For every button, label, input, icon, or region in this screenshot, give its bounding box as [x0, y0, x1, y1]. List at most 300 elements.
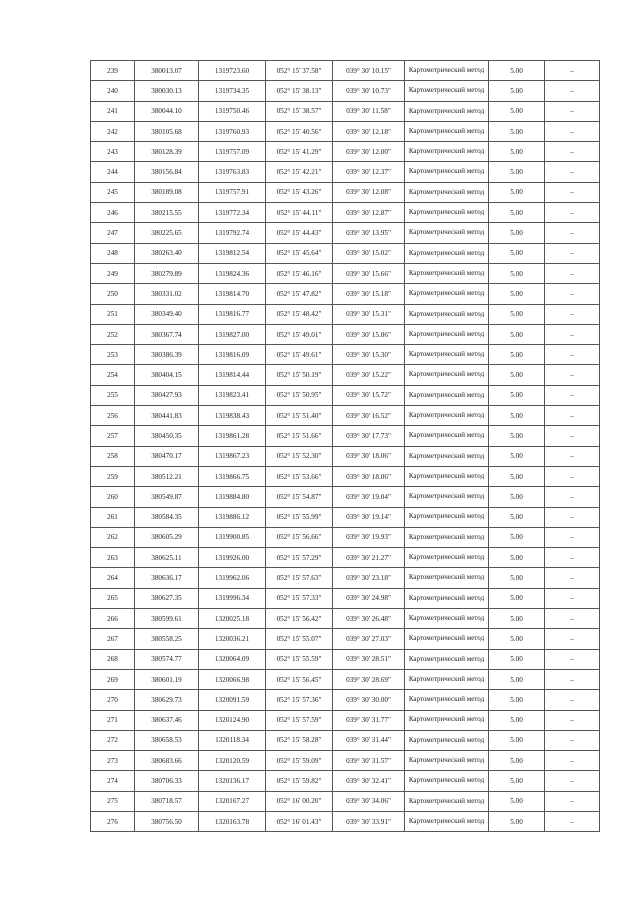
longitude-cell: 039° 30' 10.73"	[333, 81, 405, 101]
point-number-cell: 258	[91, 446, 135, 466]
y-coordinate-cell: 1319816.09	[199, 345, 266, 365]
y-coordinate-cell: 1319757.91	[199, 182, 266, 202]
description-cell: –	[545, 406, 600, 426]
accuracy-cell: 5.00	[489, 304, 545, 324]
point-number-cell: 264	[91, 568, 135, 588]
table-row	[91, 81, 600, 101]
latitude-cell: 052° 15' 52.30"	[266, 446, 333, 466]
longitude-cell: 039° 30' 12.00"	[333, 142, 405, 162]
x-coordinate-cell: 380450.35	[135, 426, 199, 446]
x-coordinate-cell: 380279.89	[135, 263, 199, 283]
method-cell: Картометрический метод	[405, 162, 489, 182]
longitude-cell: 039° 30' 24.98"	[333, 588, 405, 608]
point-number-cell: 247	[91, 223, 135, 243]
description-cell: –	[545, 101, 600, 121]
latitude-cell: 052° 15' 38.57"	[266, 101, 333, 121]
method-cell: Картометрический метод	[405, 61, 489, 81]
latitude-cell: 052° 15' 57.29"	[266, 548, 333, 568]
method-cell: Картометрический метод	[405, 730, 489, 750]
point-number-cell: 253	[91, 345, 135, 365]
method-cell: Картометрический метод	[405, 365, 489, 385]
x-coordinate-cell: 380574.77	[135, 649, 199, 669]
method-cell: Картометрический метод	[405, 243, 489, 263]
point-number-cell: 275	[91, 791, 135, 811]
latitude-cell: 052° 15' 55.99"	[266, 507, 333, 527]
y-coordinate-cell: 1319926.00	[199, 548, 266, 568]
description-cell: –	[545, 548, 600, 568]
longitude-cell: 039° 30' 19.04"	[333, 487, 405, 507]
table-row	[91, 751, 600, 771]
table-row	[91, 507, 600, 527]
latitude-cell: 052° 15' 57.63"	[266, 568, 333, 588]
table-row	[91, 142, 600, 162]
longitude-cell: 039° 30' 28.51"	[333, 649, 405, 669]
description-cell: –	[545, 568, 600, 588]
point-number-cell: 249	[91, 263, 135, 283]
x-coordinate-cell: 380367.74	[135, 324, 199, 344]
latitude-cell: 052° 15' 38.13"	[266, 81, 333, 101]
longitude-cell: 039° 30' 26.48"	[333, 609, 405, 629]
accuracy-cell: 5.00	[489, 568, 545, 588]
accuracy-cell: 5.00	[489, 751, 545, 771]
description-cell: –	[545, 284, 600, 304]
latitude-cell: 052° 15' 43.26"	[266, 182, 333, 202]
table-row	[91, 203, 600, 223]
x-coordinate-cell: 380263.40	[135, 243, 199, 263]
description-cell: –	[545, 609, 600, 629]
point-number-cell: 271	[91, 710, 135, 730]
table-row	[91, 121, 600, 141]
longitude-cell: 039° 30' 31.44"	[333, 730, 405, 750]
y-coordinate-cell: 1319824.36	[199, 263, 266, 283]
longitude-cell: 039° 30' 12.87"	[333, 203, 405, 223]
latitude-cell: 052° 15' 56.42"	[266, 609, 333, 629]
description-cell: –	[545, 203, 600, 223]
longitude-cell: 039° 30' 15.31"	[333, 304, 405, 324]
table-row	[91, 345, 600, 365]
description-cell: –	[545, 446, 600, 466]
y-coordinate-cell: 1319823.41	[199, 385, 266, 405]
description-cell: –	[545, 324, 600, 344]
y-coordinate-cell: 1319760.93	[199, 121, 266, 141]
point-number-cell: 268	[91, 649, 135, 669]
accuracy-cell: 5.00	[489, 548, 545, 568]
table-row	[91, 101, 600, 121]
point-number-cell: 256	[91, 406, 135, 426]
x-coordinate-cell: 380625.11	[135, 548, 199, 568]
longitude-cell: 039° 30' 15.18"	[333, 284, 405, 304]
description-cell: –	[545, 669, 600, 689]
table-row	[91, 284, 600, 304]
accuracy-cell: 5.00	[489, 121, 545, 141]
description-cell: –	[545, 304, 600, 324]
y-coordinate-cell: 1319886.12	[199, 507, 266, 527]
y-coordinate-cell: 1320066.98	[199, 669, 266, 689]
latitude-cell: 052° 15' 55.59"	[266, 649, 333, 669]
coordinates-table	[90, 60, 600, 832]
point-number-cell: 241	[91, 101, 135, 121]
method-cell: Картометрический метод	[405, 568, 489, 588]
method-cell: Картометрический метод	[405, 304, 489, 324]
x-coordinate-cell: 380756.50	[135, 811, 199, 831]
point-number-cell: 254	[91, 365, 135, 385]
longitude-cell: 039° 30' 13.95"	[333, 223, 405, 243]
y-coordinate-cell: 1320036.21	[199, 629, 266, 649]
longitude-cell: 039° 30' 31.77"	[333, 710, 405, 730]
y-coordinate-cell: 1319996.34	[199, 588, 266, 608]
x-coordinate-cell: 380636.17	[135, 568, 199, 588]
point-number-cell: 251	[91, 304, 135, 324]
y-coordinate-cell: 1319723.60	[199, 61, 266, 81]
latitude-cell: 052° 15' 41.29"	[266, 142, 333, 162]
table-row	[91, 61, 600, 81]
latitude-cell: 052° 15' 57.36"	[266, 690, 333, 710]
method-cell: Картометрический метод	[405, 690, 489, 710]
x-coordinate-cell: 380441.83	[135, 406, 199, 426]
description-cell: –	[545, 162, 600, 182]
table-row	[91, 791, 600, 811]
accuracy-cell: 5.00	[489, 710, 545, 730]
point-number-cell: 240	[91, 81, 135, 101]
y-coordinate-cell: 1319962.06	[199, 568, 266, 588]
longitude-cell: 039° 30' 31.57"	[333, 751, 405, 771]
table-row	[91, 182, 600, 202]
y-coordinate-cell: 1319884.80	[199, 487, 266, 507]
point-number-cell: 273	[91, 751, 135, 771]
description-cell: –	[545, 730, 600, 750]
method-cell: Картометрический метод	[405, 182, 489, 202]
description-cell: –	[545, 507, 600, 527]
method-cell: Картометрический метод	[405, 203, 489, 223]
x-coordinate-cell: 380215.55	[135, 203, 199, 223]
description-cell: –	[545, 426, 600, 446]
table-row	[91, 649, 600, 669]
latitude-cell: 052° 15' 57.59"	[266, 710, 333, 730]
y-coordinate-cell: 1319812.54	[199, 243, 266, 263]
description-cell: –	[545, 710, 600, 730]
description-cell: –	[545, 588, 600, 608]
x-coordinate-cell: 380629.73	[135, 690, 199, 710]
table-row	[91, 426, 600, 446]
description-cell: –	[545, 142, 600, 162]
method-cell: Картометрический метод	[405, 527, 489, 547]
latitude-cell: 052° 15' 45.64"	[266, 243, 333, 263]
x-coordinate-cell: 380584.35	[135, 507, 199, 527]
table-row	[91, 690, 600, 710]
point-number-cell: 270	[91, 690, 135, 710]
accuracy-cell: 5.00	[489, 527, 545, 547]
longitude-cell: 039° 30' 19.93"	[333, 527, 405, 547]
y-coordinate-cell: 1320064.09	[199, 649, 266, 669]
y-coordinate-cell: 1319772.34	[199, 203, 266, 223]
x-coordinate-cell: 380470.17	[135, 446, 199, 466]
y-coordinate-cell: 1319734.35	[199, 81, 266, 101]
longitude-cell: 039° 30' 15.72"	[333, 385, 405, 405]
latitude-cell: 052° 15' 42.21"	[266, 162, 333, 182]
longitude-cell: 039° 30' 15.02"	[333, 243, 405, 263]
accuracy-cell: 5.00	[489, 324, 545, 344]
method-cell: Картометрический метод	[405, 751, 489, 771]
y-coordinate-cell: 1320136.17	[199, 771, 266, 791]
x-coordinate-cell: 380512.21	[135, 466, 199, 486]
x-coordinate-cell: 380427.93	[135, 385, 199, 405]
method-cell: Картометрический метод	[405, 142, 489, 162]
y-coordinate-cell: 1319861.28	[199, 426, 266, 446]
longitude-cell: 039° 30' 12.18"	[333, 121, 405, 141]
x-coordinate-cell: 380601.19	[135, 669, 199, 689]
accuracy-cell: 5.00	[489, 81, 545, 101]
table-row	[91, 811, 600, 831]
longitude-cell: 039° 30' 15.22"	[333, 365, 405, 385]
table-row	[91, 609, 600, 629]
latitude-cell: 052° 15' 44.11"	[266, 203, 333, 223]
point-number-cell: 274	[91, 771, 135, 791]
longitude-cell: 039° 30' 18.06"	[333, 466, 405, 486]
method-cell: Картометрический метод	[405, 426, 489, 446]
longitude-cell: 039° 30' 34.06"	[333, 791, 405, 811]
y-coordinate-cell: 1319866.75	[199, 466, 266, 486]
point-number-cell: 248	[91, 243, 135, 263]
point-number-cell: 266	[91, 609, 135, 629]
method-cell: Картометрический метод	[405, 548, 489, 568]
x-coordinate-cell: 380549.87	[135, 487, 199, 507]
latitude-cell: 052° 15' 54.87"	[266, 487, 333, 507]
y-coordinate-cell: 1319867.23	[199, 446, 266, 466]
accuracy-cell: 5.00	[489, 690, 545, 710]
latitude-cell: 052° 15' 49.01"	[266, 324, 333, 344]
y-coordinate-cell: 1320124.90	[199, 710, 266, 730]
table-row	[91, 385, 600, 405]
method-cell: Картометрический метод	[405, 324, 489, 344]
point-number-cell: 276	[91, 811, 135, 831]
latitude-cell: 052° 15' 49.61"	[266, 345, 333, 365]
y-coordinate-cell: 1320163.78	[199, 811, 266, 831]
table-row	[91, 406, 600, 426]
latitude-cell: 052° 16' 00.20"	[266, 791, 333, 811]
point-number-cell: 262	[91, 527, 135, 547]
description-cell: –	[545, 466, 600, 486]
table-row	[91, 446, 600, 466]
description-cell: –	[545, 365, 600, 385]
table-row	[91, 263, 600, 283]
accuracy-cell: 5.00	[489, 365, 545, 385]
y-coordinate-cell: 1320091.59	[199, 690, 266, 710]
latitude-cell: 052° 15' 53.66"	[266, 466, 333, 486]
y-coordinate-cell: 1319816.77	[199, 304, 266, 324]
longitude-cell: 039° 30' 16.52"	[333, 406, 405, 426]
longitude-cell: 039° 30' 15.30"	[333, 345, 405, 365]
x-coordinate-cell: 380404.15	[135, 365, 199, 385]
point-number-cell: 252	[91, 324, 135, 344]
latitude-cell: 052° 15' 56.45"	[266, 669, 333, 689]
y-coordinate-cell: 1319750.46	[199, 101, 266, 121]
x-coordinate-cell: 380331.02	[135, 284, 199, 304]
y-coordinate-cell: 1319792.74	[199, 223, 266, 243]
latitude-cell: 052° 15' 46.16"	[266, 263, 333, 283]
point-number-cell: 261	[91, 507, 135, 527]
accuracy-cell: 5.00	[489, 142, 545, 162]
method-cell: Картометрический метод	[405, 81, 489, 101]
accuracy-cell: 5.00	[489, 669, 545, 689]
y-coordinate-cell: 1319763.83	[199, 162, 266, 182]
table-row	[91, 304, 600, 324]
method-cell: Картометрический метод	[405, 466, 489, 486]
method-cell: Картометрический метод	[405, 263, 489, 283]
accuracy-cell: 5.00	[489, 771, 545, 791]
longitude-cell: 039° 30' 21.27"	[333, 548, 405, 568]
table-row	[91, 771, 600, 791]
longitude-cell: 039° 30' 15.66"	[333, 263, 405, 283]
method-cell: Картометрический метод	[405, 284, 489, 304]
table-row	[91, 629, 600, 649]
longitude-cell: 039° 30' 32.41"	[333, 771, 405, 791]
table-row	[91, 243, 600, 263]
method-cell: Картометрический метод	[405, 385, 489, 405]
table-row	[91, 466, 600, 486]
latitude-cell: 052° 15' 44.43"	[266, 223, 333, 243]
latitude-cell: 052° 15' 56.66"	[266, 527, 333, 547]
method-cell: Картометрический метод	[405, 406, 489, 426]
longitude-cell: 039° 30' 15.86"	[333, 324, 405, 344]
accuracy-cell: 5.00	[489, 61, 545, 81]
x-coordinate-cell: 380658.53	[135, 730, 199, 750]
accuracy-cell: 5.00	[489, 629, 545, 649]
latitude-cell: 052° 15' 55.07"	[266, 629, 333, 649]
description-cell: –	[545, 182, 600, 202]
accuracy-cell: 5.00	[489, 284, 545, 304]
method-cell: Картометрический метод	[405, 223, 489, 243]
accuracy-cell: 5.00	[489, 345, 545, 365]
description-cell: –	[545, 629, 600, 649]
point-number-cell: 269	[91, 669, 135, 689]
accuracy-cell: 5.00	[489, 426, 545, 446]
y-coordinate-cell: 1319900.85	[199, 527, 266, 547]
longitude-cell: 039° 30' 28.69"	[333, 669, 405, 689]
longitude-cell: 039° 30' 17.73"	[333, 426, 405, 446]
accuracy-cell: 5.00	[489, 609, 545, 629]
latitude-cell: 052° 15' 47.82"	[266, 284, 333, 304]
method-cell: Картометрический метод	[405, 345, 489, 365]
point-number-cell: 255	[91, 385, 135, 405]
description-cell: –	[545, 121, 600, 141]
point-number-cell: 245	[91, 182, 135, 202]
longitude-cell: 039° 30' 33.91"	[333, 811, 405, 831]
x-coordinate-cell: 380128.39	[135, 142, 199, 162]
y-coordinate-cell: 1319757.09	[199, 142, 266, 162]
latitude-cell: 052° 15' 40.56"	[266, 121, 333, 141]
description-cell: –	[545, 811, 600, 831]
table-row	[91, 548, 600, 568]
method-cell: Картометрический метод	[405, 487, 489, 507]
y-coordinate-cell: 1320118.34	[199, 730, 266, 750]
description-cell: –	[545, 771, 600, 791]
accuracy-cell: 5.00	[489, 162, 545, 182]
accuracy-cell: 5.00	[489, 487, 545, 507]
y-coordinate-cell: 1319827.00	[199, 324, 266, 344]
longitude-cell: 039° 30' 30.00"	[333, 690, 405, 710]
longitude-cell: 039° 30' 27.03"	[333, 629, 405, 649]
description-cell: –	[545, 345, 600, 365]
description-cell: –	[545, 791, 600, 811]
table-row	[91, 527, 600, 547]
point-number-cell: 243	[91, 142, 135, 162]
latitude-cell: 052° 15' 50.19"	[266, 365, 333, 385]
point-number-cell: 244	[91, 162, 135, 182]
accuracy-cell: 5.00	[489, 223, 545, 243]
method-cell: Картометрический метод	[405, 507, 489, 527]
method-cell: Картометрический метод	[405, 121, 489, 141]
description-cell: –	[545, 690, 600, 710]
table-row	[91, 588, 600, 608]
x-coordinate-cell: 380386.39	[135, 345, 199, 365]
description-cell: –	[545, 61, 600, 81]
latitude-cell: 052° 15' 51.66"	[266, 426, 333, 446]
table-body	[91, 61, 600, 832]
accuracy-cell: 5.00	[489, 406, 545, 426]
accuracy-cell: 5.00	[489, 466, 545, 486]
accuracy-cell: 5.00	[489, 263, 545, 283]
table-row	[91, 730, 600, 750]
accuracy-cell: 5.00	[489, 182, 545, 202]
accuracy-cell: 5.00	[489, 243, 545, 263]
x-coordinate-cell: 380605.29	[135, 527, 199, 547]
table-row	[91, 365, 600, 385]
latitude-cell: 052° 15' 37.58"	[266, 61, 333, 81]
accuracy-cell: 5.00	[489, 203, 545, 223]
point-number-cell: 263	[91, 548, 135, 568]
longitude-cell: 039° 30' 12.37"	[333, 162, 405, 182]
latitude-cell: 052° 15' 48.42"	[266, 304, 333, 324]
method-cell: Картометрический метод	[405, 588, 489, 608]
point-number-cell: 250	[91, 284, 135, 304]
y-coordinate-cell: 1320167.27	[199, 791, 266, 811]
accuracy-cell: 5.00	[489, 507, 545, 527]
x-coordinate-cell: 380044.10	[135, 101, 199, 121]
description-cell: –	[545, 649, 600, 669]
x-coordinate-cell: 380349.40	[135, 304, 199, 324]
point-number-cell: 260	[91, 487, 135, 507]
table-row	[91, 324, 600, 344]
table-row	[91, 710, 600, 730]
x-coordinate-cell: 380683.66	[135, 751, 199, 771]
accuracy-cell: 5.00	[489, 649, 545, 669]
table-row	[91, 487, 600, 507]
latitude-cell: 052° 15' 59.09"	[266, 751, 333, 771]
table-row	[91, 669, 600, 689]
y-coordinate-cell: 1319814.70	[199, 284, 266, 304]
accuracy-cell: 5.00	[489, 791, 545, 811]
method-cell: Картометрический метод	[405, 669, 489, 689]
x-coordinate-cell: 380627.35	[135, 588, 199, 608]
x-coordinate-cell: 380156.84	[135, 162, 199, 182]
method-cell: Картометрический метод	[405, 101, 489, 121]
table-row	[91, 568, 600, 588]
y-coordinate-cell: 1319838.43	[199, 406, 266, 426]
point-number-cell: 272	[91, 730, 135, 750]
accuracy-cell: 5.00	[489, 588, 545, 608]
longitude-cell: 039° 30' 11.58"	[333, 101, 405, 121]
latitude-cell: 052° 16' 01.43"	[266, 811, 333, 831]
method-cell: Картометрический метод	[405, 811, 489, 831]
method-cell: Картометрический метод	[405, 629, 489, 649]
accuracy-cell: 5.00	[489, 385, 545, 405]
longitude-cell: 039° 30' 12.08"	[333, 182, 405, 202]
latitude-cell: 052° 15' 58.28"	[266, 730, 333, 750]
method-cell: Картометрический метод	[405, 710, 489, 730]
point-number-cell: 239	[91, 61, 135, 81]
longitude-cell: 039° 30' 19.14"	[333, 507, 405, 527]
x-coordinate-cell: 380718.57	[135, 791, 199, 811]
